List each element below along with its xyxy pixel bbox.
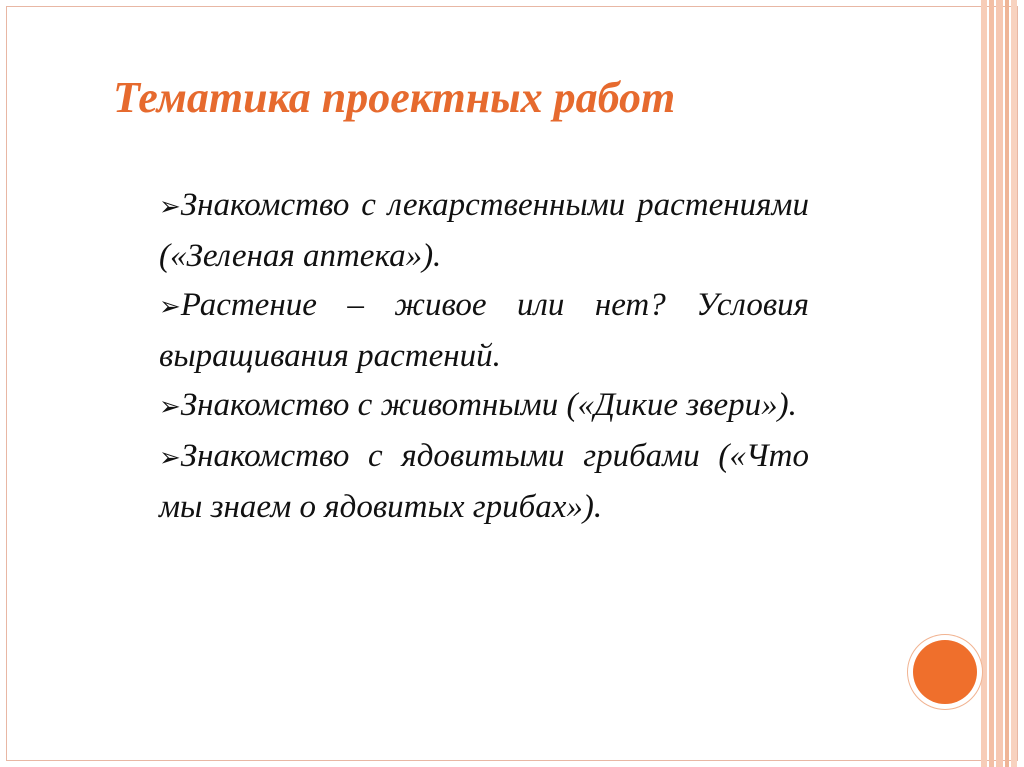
decorative-stripe [1011, 0, 1017, 767]
bullet-list [159, 181, 809, 532]
list-item-text: Знакомство с животными («Дикие звери»). [180, 387, 797, 423]
list-item [159, 181, 809, 281]
decorative-stripe [996, 0, 1003, 767]
list-item [159, 281, 809, 381]
list-item-text: Знакомство с ядовитыми грибами («Что мы знаем о ядовитых грибах»). [159, 438, 809, 525]
list-item-text: Знакомство с лекарственными растениями («Зеленая аптека»). [159, 187, 809, 274]
arrow-bullet-icon: ➢ [159, 392, 181, 422]
decorative-stripe [989, 0, 994, 767]
arrow-bullet-icon: ➢ [159, 192, 181, 222]
slide-title: Тематика проектных работ [113, 73, 676, 122]
arrow-bullet-icon: ➢ [159, 443, 181, 473]
decorative-stripe [1005, 0, 1009, 767]
list-item [159, 381, 809, 432]
accent-circle [913, 640, 977, 704]
decorative-stripe [981, 0, 987, 767]
arrow-bullet-icon: ➢ [159, 292, 181, 322]
list-item-text: Растение – живое или нет? Условия выращивания растений. [159, 287, 809, 374]
list-item [159, 432, 809, 532]
